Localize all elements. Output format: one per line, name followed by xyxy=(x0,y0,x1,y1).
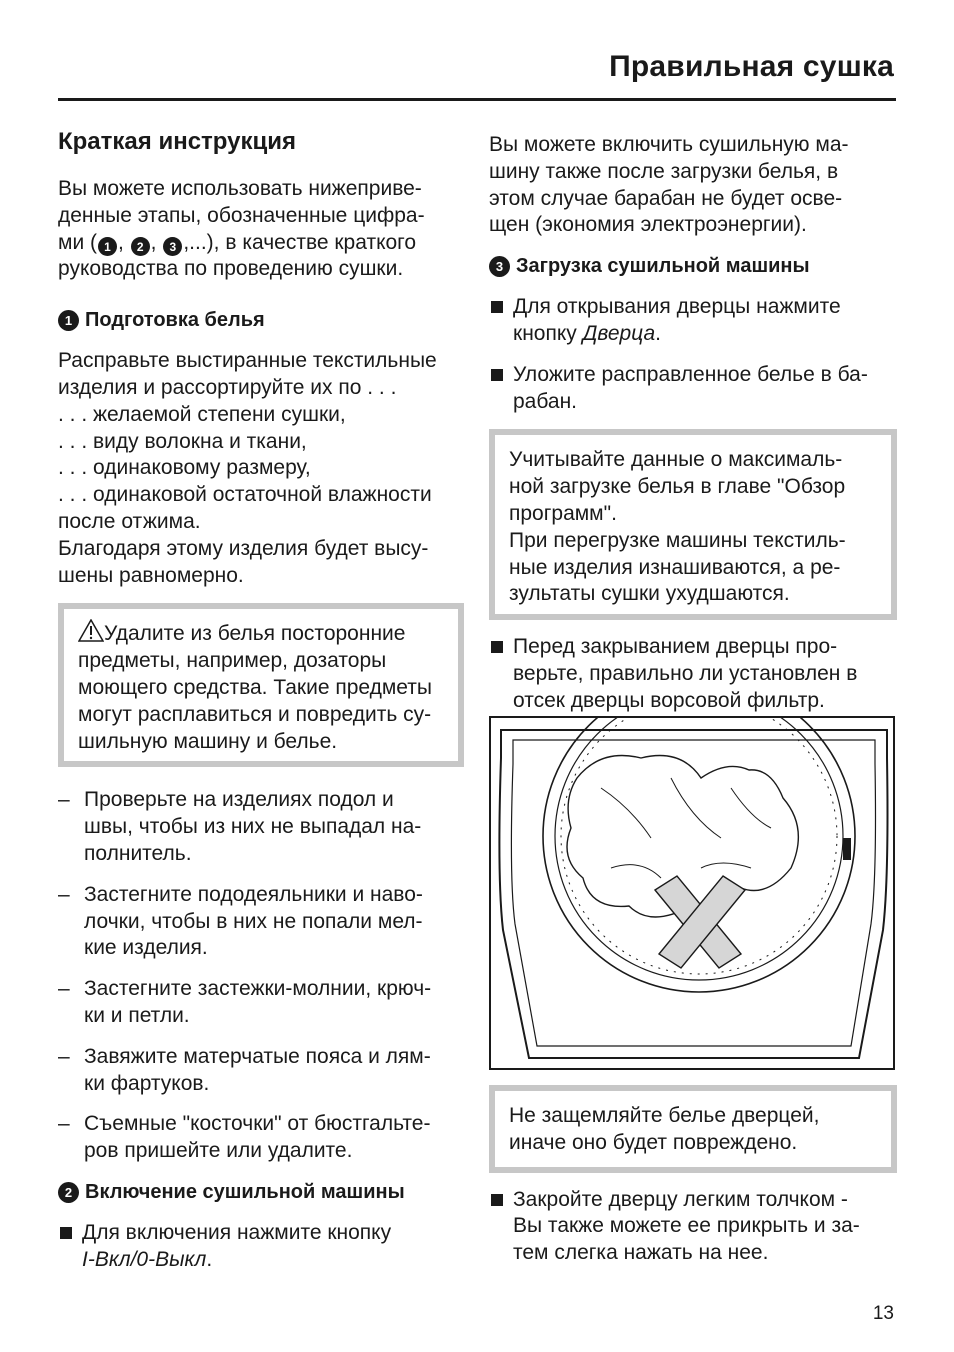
intro-line: руководства по проведению сушки. xyxy=(58,257,404,281)
text-line: кнопку xyxy=(513,321,583,345)
step-number-badge: 2 xyxy=(58,1182,79,1203)
text-line: Закройте дверцу легким толчком - xyxy=(513,1187,848,1211)
text-line: тем слегка нажать на нее. xyxy=(513,1241,769,1265)
intro-line: денные этапы, обозначенные цифра- xyxy=(58,203,425,227)
bullet-square-icon xyxy=(491,301,503,313)
step3-heading xyxy=(489,255,897,278)
dryer-drum-drawing xyxy=(491,718,893,1068)
dash-mark: – xyxy=(58,977,70,1001)
text-line: ки фартуков. xyxy=(84,1071,210,1095)
note-box-2 xyxy=(489,1085,897,1173)
intro-paragraph: Вы можете использовать нижеприве- денные этапы, обозначенные цифра- ми ( 1 , 2 , 3 ,...), в качестве краткого руководства по проведению сушки. xyxy=(58,177,425,281)
warning-text xyxy=(78,619,446,755)
text-line: ной загрузке белья в главе "Обзор xyxy=(509,475,846,499)
filter-slot xyxy=(843,838,851,860)
dash-mark: – xyxy=(58,788,70,812)
text-line: Проверьте на изделиях подол и xyxy=(84,788,394,812)
text-line: шину также после загрузки белья, в xyxy=(489,159,839,183)
text-line: швы, чтобы из них не выпадал на- xyxy=(84,815,422,839)
page-number: 13 xyxy=(872,1303,894,1324)
bullet-square-icon xyxy=(60,1227,72,1239)
intro-line: Вы можете использовать нижеприве- xyxy=(58,177,422,200)
intro-line: ,...), в качестве краткого xyxy=(183,230,417,254)
right-intro-paragraph xyxy=(489,132,897,239)
text-line: Застегните пододеяльники и наво- xyxy=(84,882,423,906)
list-item-text xyxy=(82,1220,391,1274)
bullet-square-icon xyxy=(491,1194,503,1206)
list-item-text xyxy=(84,1044,431,1098)
step2-heading xyxy=(58,1181,468,1204)
text-line: Вы также можете ее прикрыть и за- xyxy=(513,1214,860,1238)
text-line: лочки, чтобы в них не попали мел- xyxy=(84,909,423,933)
bullet-square-icon xyxy=(491,641,503,653)
dash-mark: – xyxy=(58,882,70,906)
text-line: моющего средства. Такие предметы xyxy=(78,676,432,700)
text-line: рабан. xyxy=(513,389,578,413)
text-line: после отжима. xyxy=(58,510,201,534)
list-item-text xyxy=(84,787,421,867)
text-line: Для включения нажмите кнопку xyxy=(82,1221,392,1244)
dryer-drum-illustration xyxy=(489,716,895,1070)
text-line: Не защемляйте белье дверцей, xyxy=(509,1104,820,1127)
step2-title: Включение сушильной машины xyxy=(85,1181,405,1203)
list-item xyxy=(58,1220,468,1274)
intro-line: ми ( xyxy=(58,230,97,254)
dash-mark: – xyxy=(58,1044,70,1068)
text-line: программ". xyxy=(509,501,617,525)
text-line: этом случае барабан не будет осве- xyxy=(489,186,843,210)
list-item xyxy=(58,787,468,867)
warning-box xyxy=(58,603,464,767)
text-line: Учитывайте данные о максималь- xyxy=(509,448,843,472)
step-number-badge: 1 xyxy=(98,237,117,256)
list-item xyxy=(58,1111,468,1165)
list-item-text xyxy=(513,634,857,714)
list-item-text xyxy=(84,882,423,962)
step1-heading xyxy=(58,309,468,332)
text-line: Благодаря этому изделия будет высу- xyxy=(58,536,429,560)
step-number-badge: 3 xyxy=(163,237,182,256)
list-item-text xyxy=(513,294,841,348)
note-text xyxy=(509,447,879,608)
list-item xyxy=(489,634,897,714)
page-title: Правильная сушка xyxy=(609,50,894,83)
text-line: Съемные "косточки" от бюстгальте- xyxy=(84,1112,431,1136)
list-item xyxy=(489,362,897,416)
text-line: . xyxy=(206,1247,213,1271)
text-line: ки и петли. xyxy=(84,1004,190,1028)
note2-text xyxy=(509,1103,879,1157)
list-item-text xyxy=(513,362,868,416)
dash-mark: – xyxy=(58,1112,70,1136)
note-box xyxy=(489,429,897,620)
text-line: Перед закрыванием дверцы про- xyxy=(513,635,838,659)
text-line: ные изделия изнашиваются, а ре- xyxy=(509,555,841,579)
step1-paragraph xyxy=(58,348,468,589)
text-line: полнитель. xyxy=(84,842,192,866)
step-number-badge: 1 xyxy=(58,310,79,331)
list-item-text xyxy=(84,1111,430,1165)
text-line: Расправьте выстиранные текстильные xyxy=(58,349,437,373)
text-line: щен (экономия электроэнергии). xyxy=(489,213,807,237)
list-item-text xyxy=(84,976,431,1030)
text-line: верьте, правильно ли установлен в xyxy=(513,661,858,685)
text-line: зультаты сушки ухудшаются. xyxy=(509,582,790,606)
text-line: Застегните застежки-молнии, крюч- xyxy=(84,977,432,1001)
right-column xyxy=(489,132,897,715)
list-item xyxy=(489,1187,897,1267)
text-line: кие изделия. xyxy=(84,936,208,960)
text-line: Удалите из белья посторонние xyxy=(104,622,406,646)
step1-title: Подготовка белья xyxy=(85,309,265,332)
text-line: могут расплавиться и повредить су- xyxy=(78,702,432,726)
list-item xyxy=(58,976,468,1030)
text-line: предметы, например, дозаторы xyxy=(78,649,387,673)
text-line: Завяжите матерчатые пояса и лям- xyxy=(84,1044,431,1068)
text-line: иначе оно будет повреждено. xyxy=(509,1130,798,1154)
text-line: . . . желаемой степени сушки, xyxy=(58,402,346,426)
section-heading: Краткая инструкция xyxy=(58,128,297,155)
text-line: Уложите расправленное белье в ба- xyxy=(513,362,868,386)
header-divider xyxy=(58,98,896,101)
list-item xyxy=(489,294,897,348)
text-line: Для открывания дверцы нажмите xyxy=(513,295,841,319)
button-name: Дверца xyxy=(582,321,656,345)
list-item xyxy=(58,1044,468,1098)
text-line: При перегрузке машины текстиль- xyxy=(509,528,846,552)
left-column xyxy=(58,128,468,1274)
text-line: . xyxy=(655,321,662,345)
text-line: отсек дверцы ворсовой фильтр. xyxy=(513,688,825,712)
button-name: I-Вкл/0-Выкл xyxy=(82,1247,207,1271)
dash-list xyxy=(58,787,468,1165)
text-line: шены равномерно. xyxy=(58,563,244,587)
text-line: изделия и рассортируйте их по . . . xyxy=(58,376,397,400)
text-line: ров пришейте или удалите. xyxy=(84,1139,353,1163)
text-line: . . . одинаковому размеру, xyxy=(58,456,311,480)
step-number-badge: 2 xyxy=(131,237,150,256)
text-line: шильную машину и белье. xyxy=(78,729,338,753)
text-line: . . . виду волокна и ткани, xyxy=(58,429,307,453)
text-line: Вы можете включить сушильную ма- xyxy=(489,133,849,156)
right-column-lower xyxy=(489,1085,897,1267)
text-line: . . . одинаковой остаточной влажности xyxy=(58,483,432,507)
warning-triangle-icon xyxy=(78,619,104,642)
step3-title: Загрузка сушильной машины xyxy=(516,255,810,278)
bullet-square-icon xyxy=(491,369,503,381)
list-item-text xyxy=(513,1187,860,1267)
list-item xyxy=(58,882,468,962)
step-number-badge: 3 xyxy=(489,256,510,277)
